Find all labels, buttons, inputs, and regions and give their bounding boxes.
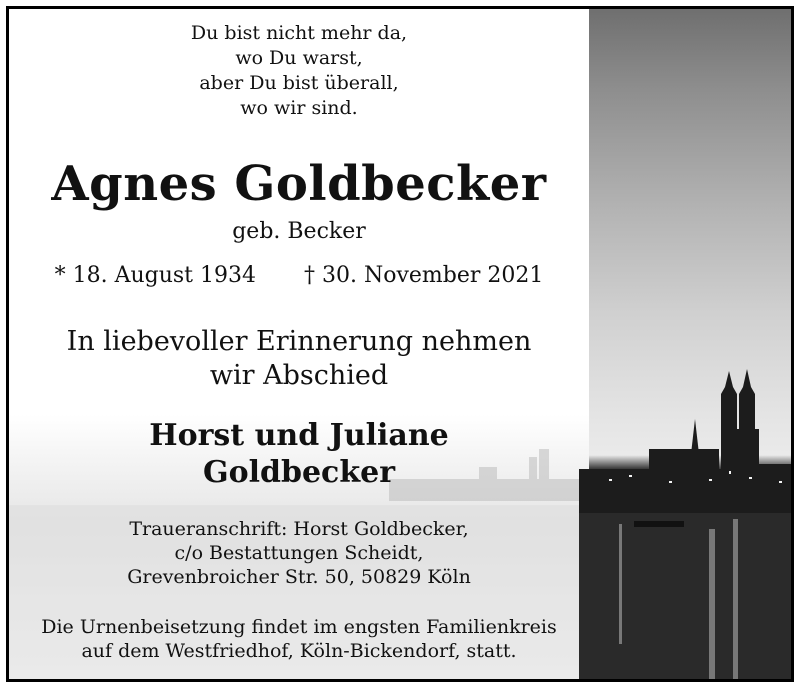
farewell-message — [9, 325, 589, 393]
deceased-name: Agnes Goldbecker — [51, 156, 547, 212]
family-line: Horst und Juliane — [149, 418, 449, 453]
mourning-address — [9, 517, 589, 589]
family-names — [9, 417, 589, 491]
poem-line: wo Du warst, — [235, 47, 363, 69]
message-line: wir Abschied — [209, 360, 389, 391]
birth-name: geb. Becker — [232, 219, 366, 244]
burial-notice — [9, 615, 589, 663]
obituary-card — [6, 6, 794, 682]
family-line: Goldbecker — [202, 455, 395, 490]
boat — [634, 521, 684, 527]
river-water — [579, 513, 794, 682]
life-dates — [9, 261, 589, 291]
poem-line: Du bist nicht mehr da, — [190, 22, 408, 44]
address-line: Grevenbroicher Str. 50, 50829 Köln — [127, 566, 471, 588]
death-date: † 30. November 2021 — [304, 263, 544, 288]
poem-line: wo wir sind. — [240, 97, 358, 119]
address-line: Traueranschrift: Horst Goldbecker, — [129, 518, 469, 540]
cathedral-silhouette — [579, 369, 794, 513]
burial-line: auf dem Westfriedhof, Köln-Bickendorf, statt. — [81, 640, 517, 662]
poem-line: aber Du bist überall, — [199, 72, 399, 94]
message-line: In liebevoller Erinnerung nehmen — [66, 326, 532, 357]
burial-line: Die Urnenbeisetzung findet im engsten Familienkreis — [41, 616, 557, 638]
poem — [9, 21, 589, 121]
address-line: c/o Bestattungen Scheidt, — [174, 542, 424, 564]
birth-date: * 18. August 1934 — [54, 263, 256, 288]
